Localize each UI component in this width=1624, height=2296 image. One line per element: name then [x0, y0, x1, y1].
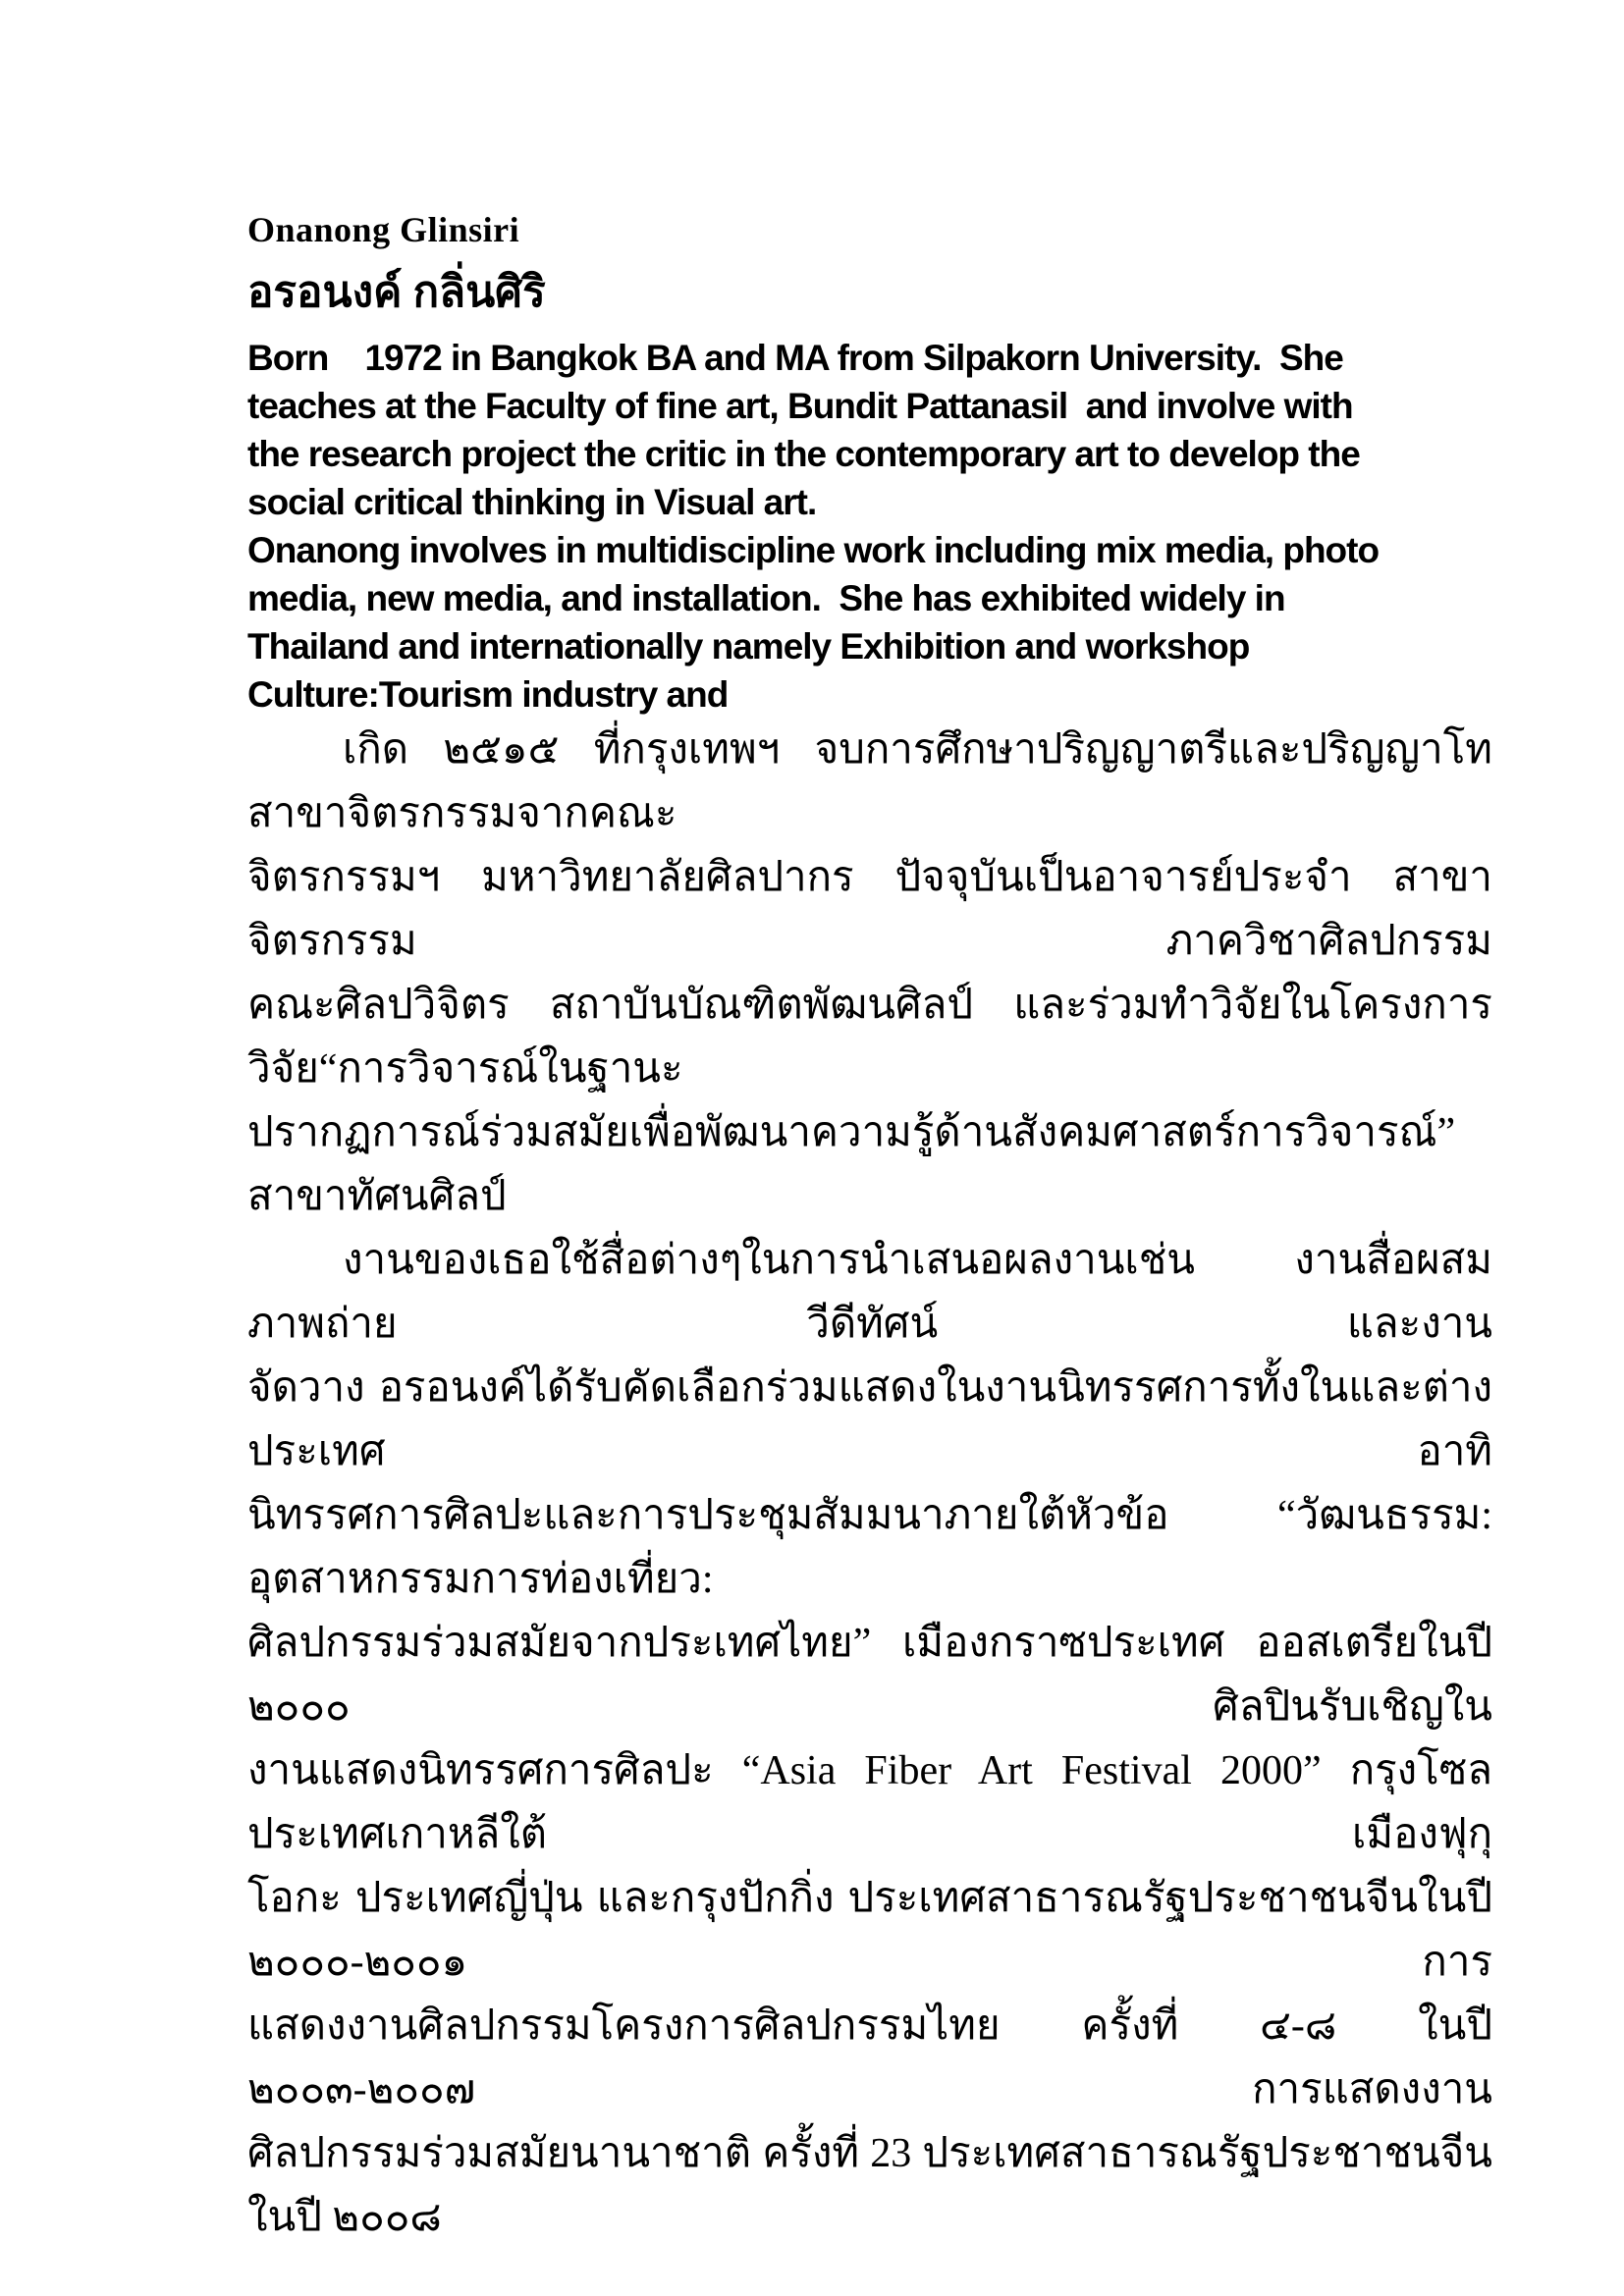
- text-line: Thailand and internationally namely Exhibition and workshop: [247, 626, 1250, 667]
- text-line: ศิลปกรรมร่วมสมัยนานาชาติ ครั้งที่ 23 ประเทศสาธารณรัฐประชาชนจีนในปี ๒๐๐๘: [247, 2131, 1492, 2240]
- text-line: เกิด ๒๕๑๕ ที่กรุงเทพฯ จบการศึกษาปริญญาตรีและปริญญาโท สาขาจิตรกรรมจากคณะ: [247, 727, 1492, 836]
- text-line: จิตรกรรมฯ มหาวิทยาลัยศิลปากร ปัจจุบันเป็นอาจารย์ประจำ สาขาจิตรกรรม ภาควิชาศิลปกรรม: [247, 855, 1492, 964]
- text-line: media, new media, and installation. She has exhibited widely in: [247, 578, 1285, 618]
- artist-name-english: Onanong Glinsiri: [247, 210, 520, 249]
- document-content: [247, 0, 1492, 2250]
- text-line: social critical thinking in Visual art.: [247, 482, 817, 522]
- text-line: นิทรรศการศิลปะและการประชุมสัมมนาภายใต้หัวข้อ “วัฒนธรรม: อุตสาหกรรมการท่องเที่ยว:: [247, 1493, 1492, 1602]
- text-line: ปรากฏการณ์ร่วมสมัยเพื่อพัฒนาความรู้ด้านสังคมศาสตร์การวิจารณ์” สาขาทัศนศิลป์: [247, 1110, 1456, 1219]
- text-line: งานแสดงนิทรรศการศิลปะ “Asia Fiber Art Festival 2000” กรุงโซล ประเทศเกาหลีใต้ เมืองฟุกุ: [247, 1748, 1492, 1857]
- artist-name-thai: อรอนงค์ กลิ่นศิริ: [247, 268, 546, 316]
- text-line: teaches at the Faculty of fine art, Bundit Pattanasil and involve with: [247, 386, 1353, 426]
- text-line: ศิลปกรรมร่วมสมัยจากประเทศไทย” เมืองกราซประเทศ ออสเตรียในปี ๒๐๐๐ ศิลปินรับเชิญใน: [247, 1621, 1492, 1730]
- text-line: งานของเธอใช้สื่อต่างๆในการนำเสนอผลงานเช่น งานสื่อผสม ภาพถ่าย วีดีทัศน์ และงาน: [247, 1238, 1492, 1347]
- text-line: Onanong involves in multidiscipline work including mix media, photo: [247, 530, 1380, 570]
- text-line: จัดวาง อรอนงค์ได้รับคัดเลือกร่วมแสดงในงานนิทรรศการทั้งในและต่างประเทศ อาทิ: [247, 1365, 1492, 1474]
- bio-paragraph-english: [247, 334, 1492, 719]
- text-line: the research project the critic in the contemporary art to develop the: [247, 434, 1360, 474]
- text-line: คณะศิลปวิจิตร สถาบันบัณฑิตพัฒนศิลป์ และร่วมทำวิจัยในโครงการวิจัย“การวิจารณ์ในฐานะ: [247, 983, 1492, 1092]
- text-line: Born 1972 in Bangkok BA and MA from Silpakorn University. She: [247, 338, 1343, 378]
- text-line: โอกะ ประเทศญี่ปุ่น และกรุงปักกิ่ง ประเทศสาธารณรัฐประชาชนจีนในปี ๒๐๐๐-๒๐๐๑ การ: [247, 1876, 1492, 1985]
- text-line: Culture:Tourism industry and: [247, 674, 729, 715]
- bio-paragraph-thai-1: [247, 719, 1492, 1229]
- bio-paragraph-thai-2: [247, 1229, 1492, 2250]
- text-line: แสดงงานศิลปกรรมโครงการศิลปกรรมไทย ครั้งที่ ๔-๘ ในปี ๒๐๐๓-๒๐๐๗ การแสดงงาน: [247, 2003, 1492, 2112]
